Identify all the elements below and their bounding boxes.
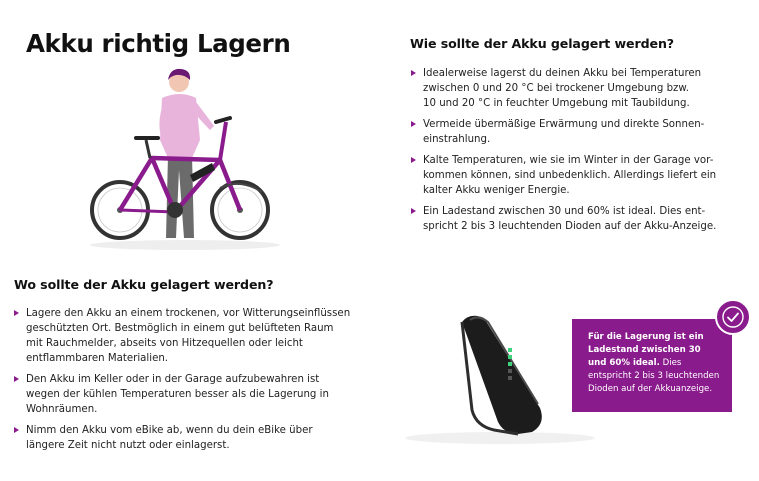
triangle-bullet-icon — [14, 427, 19, 433]
how-to-store-list — [411, 66, 741, 240]
storage-charge-callout — [572, 319, 732, 412]
triangle-bullet-icon — [411, 70, 416, 76]
checkmark-badge — [715, 299, 751, 335]
how-to-store-heading: Wie sollte der Akku gelagert werden? — [410, 36, 675, 51]
ebike-battery-image — [400, 300, 600, 450]
where-to-store-heading: Wo sollte der Akku gelagert werden? — [14, 277, 274, 292]
list-item-text: Kalte Temperaturen, wie sie im Winter in der Garage vor- kommen können, sind unbedenklich. Allerdings liefert ein kalter Akku weniger Energie. — [423, 155, 717, 196]
triangle-bullet-icon — [411, 121, 416, 127]
triangle-bullet-icon — [411, 208, 416, 214]
callout-text: Dies entspricht 2 bis 3 leuchtenden Dioden auf der Akkuanzeige. — [588, 358, 720, 394]
list-item-text: Nimm den Akku vom eBike ab, wenn du dein eBike über längere Zeit nicht nutzt oder einlagerst. — [26, 425, 313, 451]
list-item-text: Lagere den Akku an einem trockenen, vor Witterungseinflüssen geschützten Ort. Bestmöglich in einem gut belüfteten Raum mit Rauchmelder, abseits von Hitzequellen oder leicht entflammbaren Materialien. — [26, 308, 351, 364]
list-item — [411, 117, 741, 147]
list-item — [14, 306, 364, 366]
list-item — [14, 423, 364, 453]
list-item — [411, 204, 741, 234]
list-item — [411, 153, 741, 198]
callout-bold-text: Für die Lagerung ist ein Ladestand zwischen 30 und 60% ideal. — [588, 332, 704, 368]
triangle-bullet-icon — [411, 157, 416, 163]
checkmark-icon — [721, 305, 745, 329]
list-item-text: Idealerweise lagerst du deinen Akku bei Temperaturen zwischen 0 und 20 °C bei trockener Umgebung bzw. 10 und 20 °C in feuchter Umgebung mit Taubildung. — [423, 68, 702, 109]
list-item-text: Ein Ladestand zwischen 30 und 60% ist ideal. Dies ent- spricht 2 bis 3 leuchtenden Dioden auf der Akku-Anzeige. — [423, 206, 717, 232]
where-to-store-list — [14, 306, 364, 459]
page-title: Akku richtig Lagern — [26, 29, 291, 58]
list-item-text: Den Akku im Keller oder in der Garage aufzubewahren ist wegen der kühlen Temperaturen besser als die Lagerung in Wohnräumen. — [26, 374, 329, 415]
triangle-bullet-icon — [14, 310, 19, 316]
list-item — [14, 372, 364, 417]
person-with-ebike-illustration — [80, 60, 290, 260]
list-item-text: Vermeide übermäßige Erwärmung und direkte Sonnen- einstrahlung. — [423, 119, 705, 145]
triangle-bullet-icon — [14, 376, 19, 382]
list-item — [411, 66, 741, 111]
